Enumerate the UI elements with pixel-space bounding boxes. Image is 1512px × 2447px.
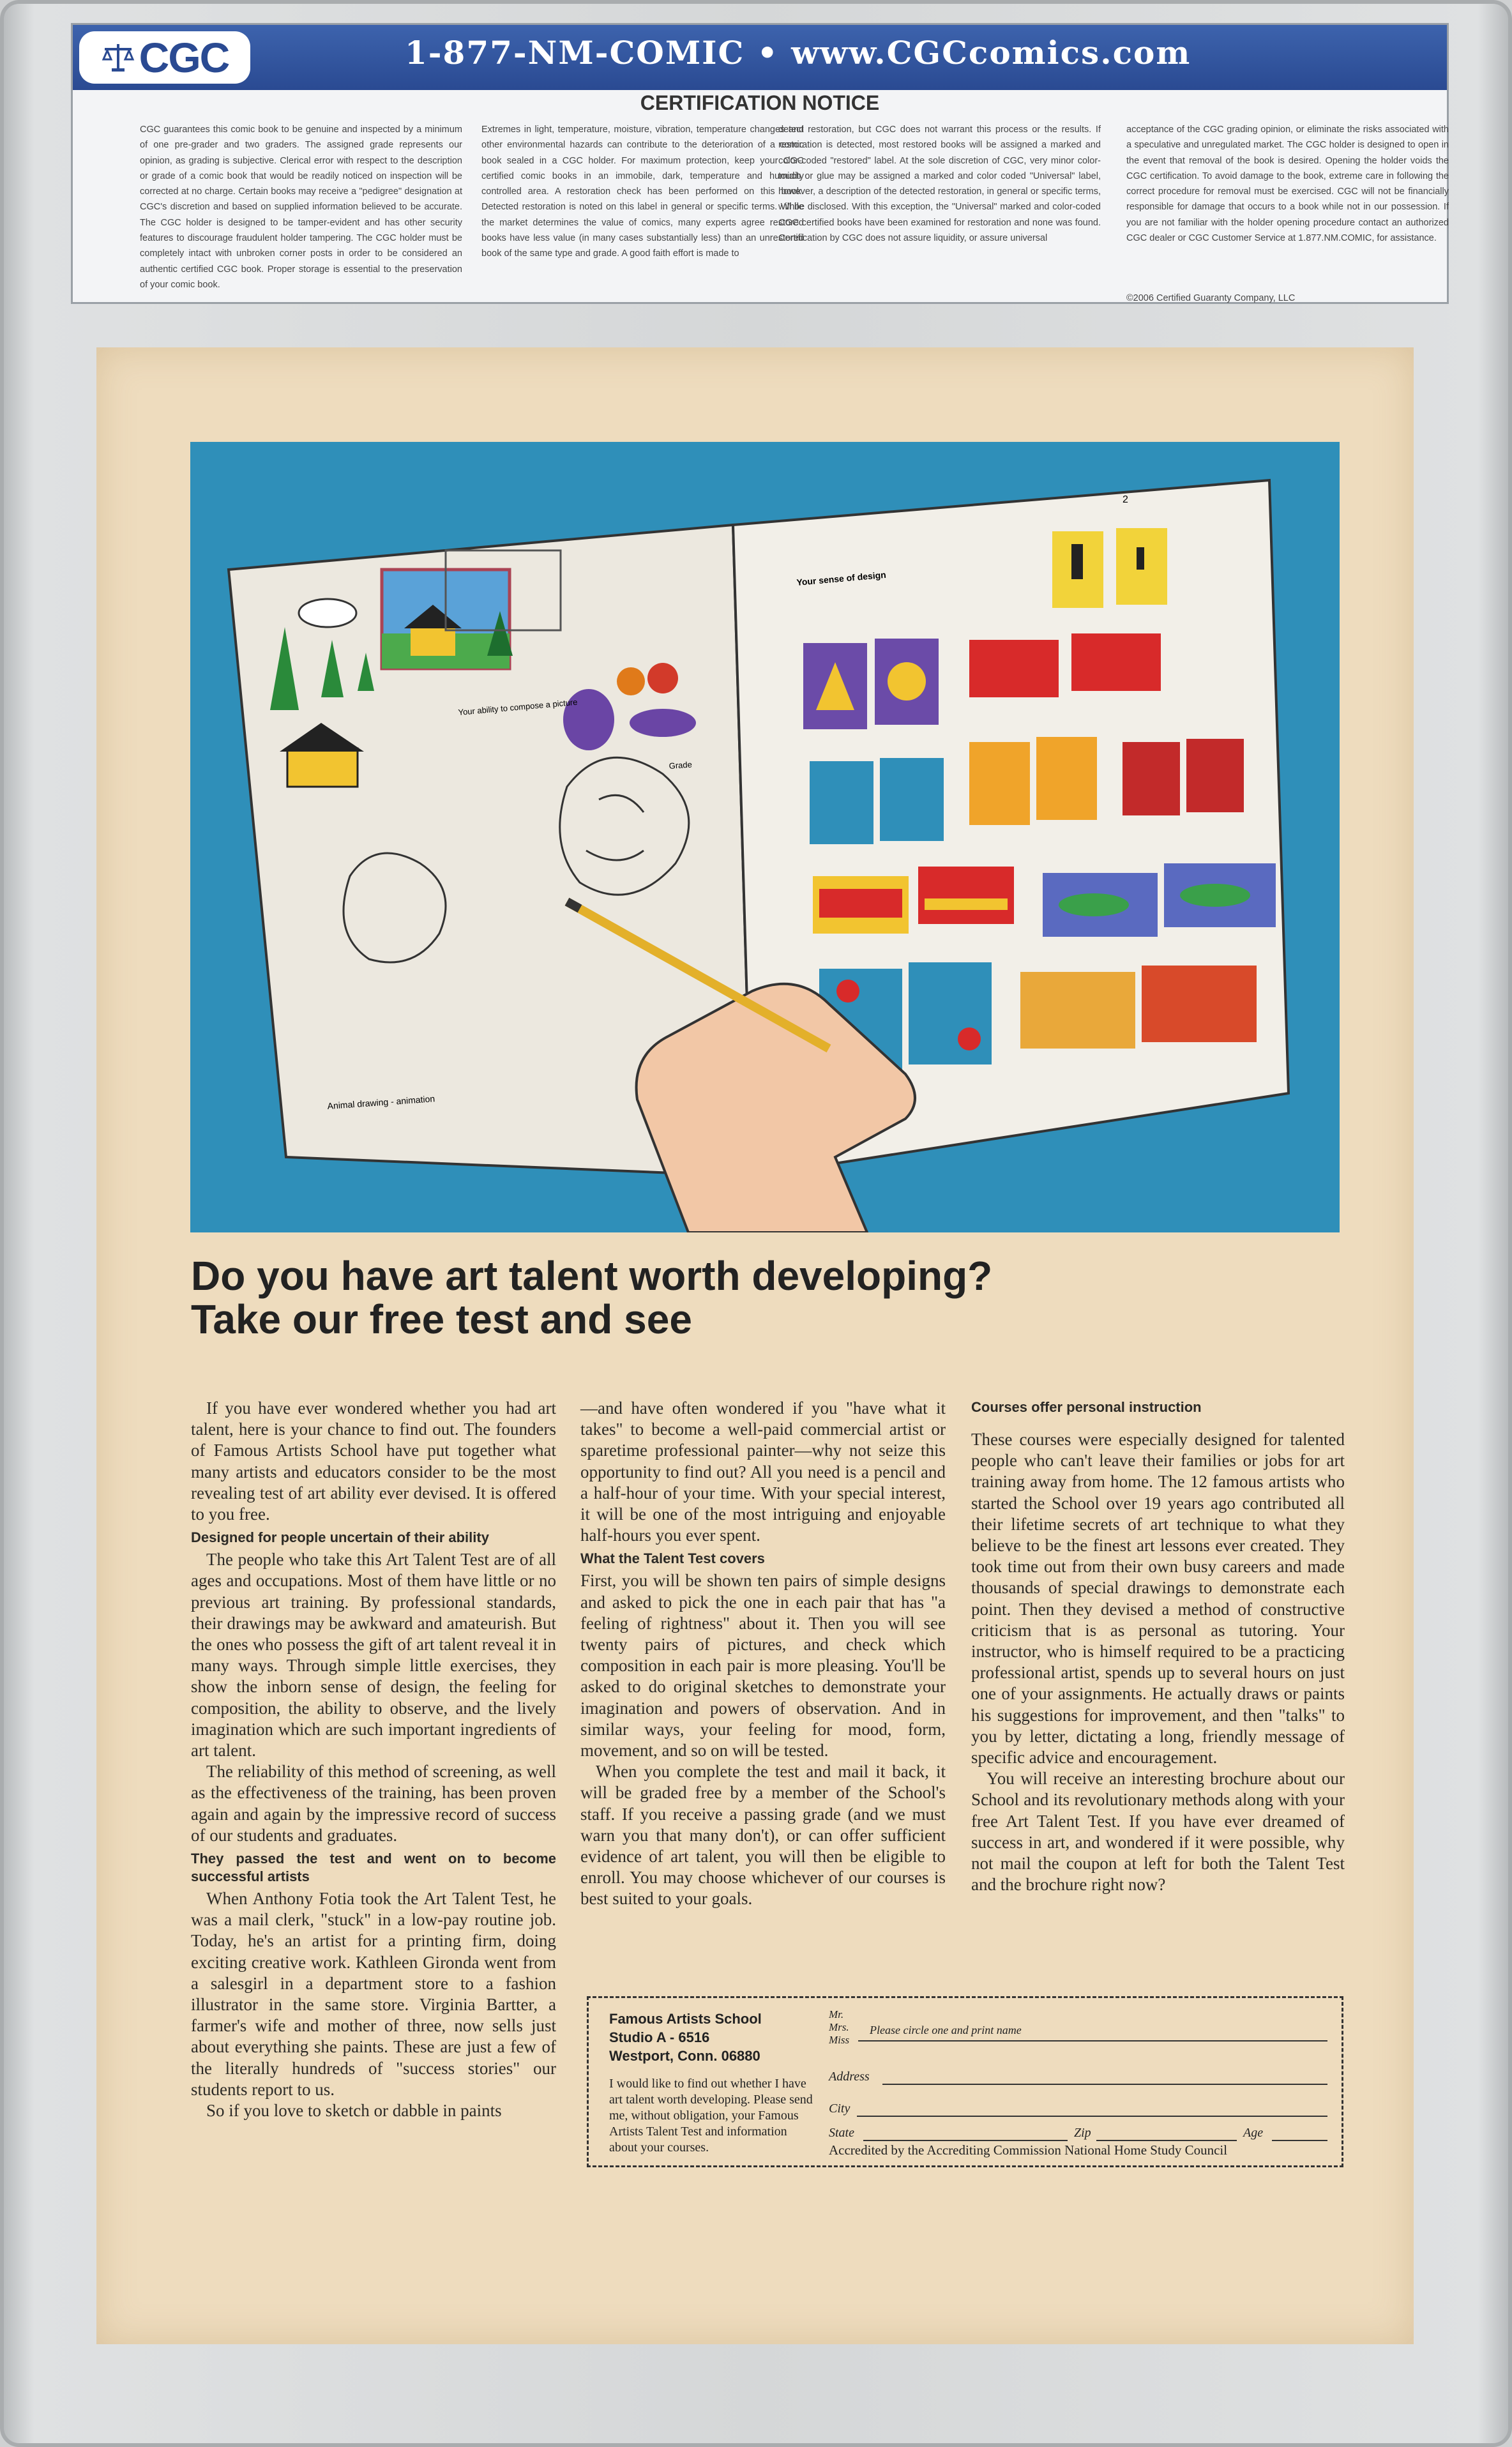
fish-icon <box>1059 893 1129 916</box>
copyright-text: ©2006 Certified Guaranty Company, LLC <box>1126 293 1296 303</box>
design-title: Your sense of design <box>796 569 887 587</box>
age-label: Age <box>1243 2126 1264 2140</box>
notice-title: CERTIFICATION NOTICE <box>640 91 880 114</box>
logo-text: CGC <box>139 34 229 81</box>
notice-column-1: CGC guarantees this comic book to be genuine and inspected by a minimum of one pre-grader and two graders. The assigned grade represents our opinion, as grading is subjective. Clerical error with respect to the description or grade of a comic book that would be readily noticed on inspection will be corrected at no charge. Certain books may receive a "pedigree" designation at CGC's discretion and based on supplied information believed to be accurate. The CGC holder is designed to be tamper-evident and has other security features to discourage fraudulent holder tampering. The CGC holder must be completely intact with unbroken corner posts in order to be considered an authentic certified CGC book. Proper storage is essential to the preservation of your comic book. <box>140 125 462 290</box>
coupon-address <box>609 2010 813 2065</box>
school-name: Famous Artists School <box>609 2011 762 2027</box>
paragraph: The reliability of this method of screening, as well as the effectiveness of the training, has been proven again and again by the impressive record of success of our students and graduates. <box>191 1762 556 1845</box>
notice-column-3: detect restoration, but CGC does not warrant this process or the results. If restoration is detected, most restored books will be assigned a marked and color-coded "restored" label. At the sole discretion of CGC, very minor color-touch or glue may be assigned a marked and color coded "Universal" label, however, a description of the detected restoration, in general or specific terms, will be disclosed. With this exception, the "Universal" marked and color-coded CGC certified books have been examined for restoration and none was found. Certification by CGC does not assure liquidity, or assure universal <box>778 125 1101 244</box>
paragraph: You will receive an interesting brochure about our School and its revolutionary methods along with your free Art Talent Test. If you have ever dreamed of success in art, and wondered if it were possible, why not mail the coupon at left for both the Talent Test and the brochure right now? <box>971 1769 1345 1895</box>
subheading: What the Talent Test covers <box>580 1550 765 1567</box>
paragraph: If you have ever wondered whether you had art talent, here is your chance to find out. The founders of Famous Artists School have put together what many artists and educators consider to be the most revealing test of art ability ever devised. It is offered to you free. <box>191 1398 556 1524</box>
notice-column-4: acceptance of the CGC grading opinion, or eliminate the risks associated with a speculative and unregulated market. The CGC holder is designed to open in the event that removal of the book is desired. Opening the holder voids the CGC certification. To avoid damage to the book, extreme care in following the correct procedure for removal must be exercised. CGC will not be financially responsible for damage that occurs to a book while not in our possession. If you are not familiar with the holder opening procedure contact an authorized CGC dealer or CGC Customer Service at 1.877.NM.COMIC, for assistance. <box>1126 125 1449 244</box>
studio-number: Studio A - 6516 <box>609 2029 710 2045</box>
address-field[interactable] <box>882 2084 1327 2085</box>
hotline-text: 1-877-NM-COMIC • www.CGCcomics.com <box>405 34 1191 72</box>
name-hint: Please circle one and print name <box>870 2024 1022 2036</box>
certification-label <box>71 23 1449 304</box>
accreditation-text: Accredited by the Accrediting Commission National Home Study Council <box>829 2142 1228 2158</box>
paragraph: First, you will be shown ten pairs of simple designs and asked to pick the one in each pair that has "a feeling of rightness" about it. Then you will see twenty pairs of pictures, and check which composition in each pair is more pleasing. You'll be asked to do original sketches to demonstrate your imagination and powers of observation. And in similar ways, your feeling for mood, form, movement, and so on will be tested. <box>580 1571 946 1761</box>
city-label: City <box>829 2102 850 2116</box>
state-label: State <box>829 2126 854 2140</box>
paragraph: When Anthony Fotia took the Art Talent Test, he was a mail clerk, "stuck" in a low-pay routine job. Today, he's an artist for a printing firm, doing exciting creative work. Kathleen Gironda went from a salesgirl in a department store to a fashion illustrator in the same store. Virginia Bartter, a farmer's wife and mother of three, now sells just about everything she paints. These are just a few of the literally hundreds of "success stories" our students report to us. <box>191 1889 556 2099</box>
school-city: Westport, Conn. 06880 <box>609 2048 760 2064</box>
comic-back-cover <box>96 347 1414 2344</box>
address-label: Address <box>829 2070 870 2084</box>
page-number: 2 <box>1123 494 1128 505</box>
headline <box>191 1254 992 1341</box>
grade-label: Grade <box>669 759 693 771</box>
paragraph: These courses were especially designed for talented people who can't leave their families or jobs for art training away from home. The 12 famous artists who started the School over 19 years ago contributed all their lifetime secrets of art technique to what they believe to be the finest art lessons ever created. They took time out from their own busy careers and made thousands of special drawings to demonstrate each point. Then they devised a method of constructive criticism that is as personal as tutoring. Your instructor, who is himself required to be a practicing professional artist, spends up to several hours on just one of your assignments. He actually draws or paints his suggestions for improvement, and then "talks" to you by letter, dictating a long, friendly message of specific advice and encouragement. <box>971 1430 1345 1768</box>
name-field[interactable] <box>858 2040 1327 2042</box>
ad-illustration <box>190 442 1340 1232</box>
state-field[interactable] <box>863 2140 1068 2141</box>
label-header-bar <box>73 25 1447 90</box>
subheading: They passed the test and went on to become successful artists <box>191 1851 556 1885</box>
notice-column-2: Extremes in light, temperature, moisture, vibration, temperature changes and other environmental hazards can contribute to the deterioration of a comic book sealed in a CGC holder. For maximum protection, keep your CGC certified comic books in an immobile, dark, temperature and humidity controlled area. A restoration check has been performed on this book. Detected restoration is noted on this label in general or specific terms. While the market determines the value of comics, many experts agree restored books have less value (in many cases substantially less) than an unrestored book of the same type and grade. A good faith effort is made to <box>481 125 804 259</box>
paragraph: —and have often wondered if you "have what it takes" to become a well-paid commercial artist or sparetime professional painter—why not seize this opportunity to find out? All you need is a pencil and a half-hour of your time. With your special interest, it will be one of the most intriguing and enjoyable half-hours you ever spent. <box>580 1398 946 1545</box>
body-column-1 <box>191 1398 556 2121</box>
body-column-3 <box>971 1395 1345 1895</box>
zip-label: Zip <box>1074 2126 1091 2140</box>
cgc-logo <box>79 31 250 84</box>
scales-icon <box>101 40 135 75</box>
paragraph: The people who take this Art Talent Test are of all ages and occupations. Most of them have little or no previous art training. By professional standards, their drawings may be awkward and amateurish. But the ones who possess the gift of art talent reveal it in many ways. Through simple little exercises, they show the inborn sense of design, the feeling for composition, the ability to observe, and the lively imagination which are such important ingredients of art talent. <box>191 1550 556 1761</box>
paragraph: So if you love to sketch or dabble in paints <box>206 2101 502 2121</box>
mail-coupon <box>587 1996 1343 2167</box>
subheading: Designed for people uncertain of their ability <box>191 1529 489 1546</box>
age-field[interactable] <box>1272 2140 1327 2141</box>
title-options: Mr. Mrs. Miss <box>829 2008 850 2046</box>
body-column-2 <box>580 1398 946 1910</box>
zip-field[interactable] <box>1096 2140 1237 2141</box>
coupon-request-text: I would like to find out whether I have art talent worth developing. Please send me, without obligation, your Famous Artists Talent Test and information about your courses. <box>609 2077 813 2155</box>
paragraph: When you complete the test and mail it back, it will be graded free by a member of the School's staff. If you receive a passing grade (and we must warn you that many don't), or can offer sufficient evidence of art talent, you will then be eligible to enroll. You may choose whichever of our courses is best suited to your goals. <box>580 1762 946 1909</box>
compose-title: Your ability to compose a picture <box>457 697 578 717</box>
headline-line-1: Do you have art talent worth developing? <box>191 1253 993 1299</box>
subheading: Courses offer personal instruction <box>971 1399 1202 1415</box>
headline-line-2: Take our free test and see <box>191 1296 692 1342</box>
animal-title: Animal drawing - animation <box>327 1093 435 1111</box>
city-field[interactable] <box>857 2116 1327 2117</box>
